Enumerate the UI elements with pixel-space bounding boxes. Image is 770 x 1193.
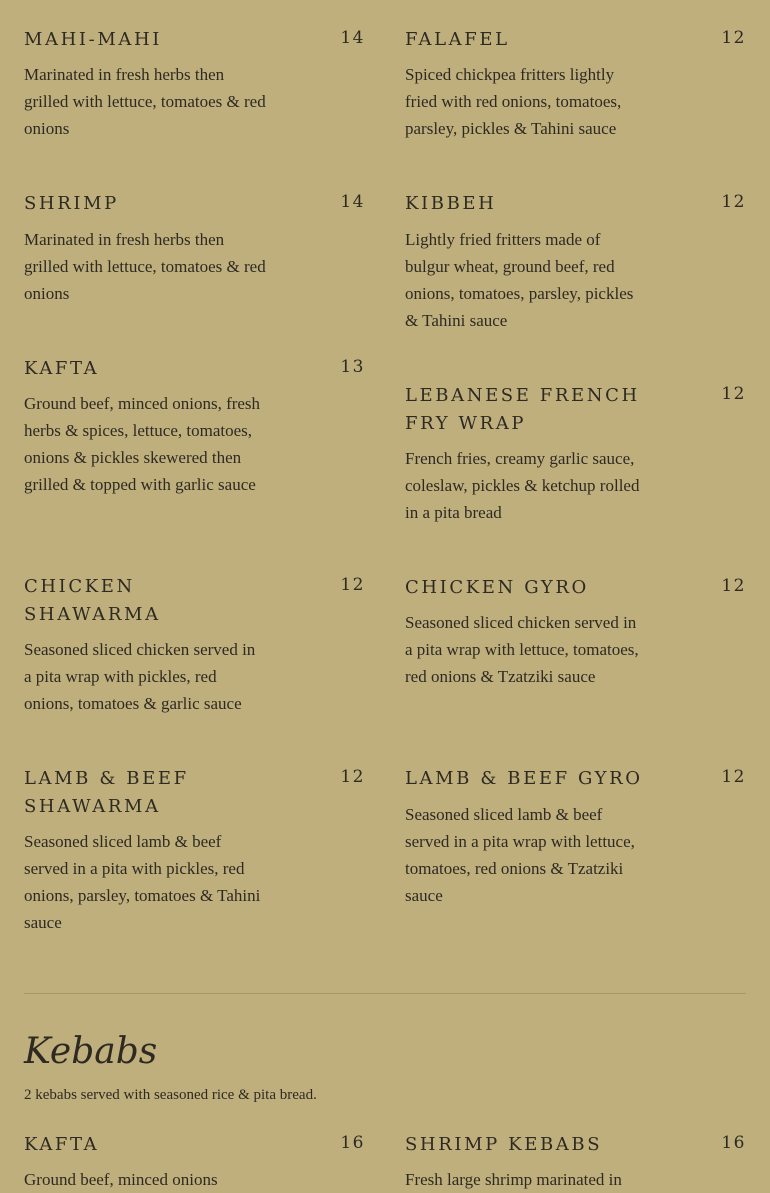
menu-item-lamb-beef-shawarma (24, 765, 365, 936)
item-price: 14 (340, 28, 365, 48)
item-description: Seasoned sliced chicken served in a pita wrap with lettuce, tomatoes, red onions & Tzatziki sauce (405, 613, 639, 686)
item-description: Marinated in fresh herbs then grilled with lettuce, tomatoes & red onions (24, 65, 266, 138)
item-name: LAMB & BEEF SHAWARMA (24, 768, 189, 817)
item-description: Seasoned sliced lamb & beef served in a pita wrap with lettuce, tomatoes, red onions & Tzatziki sauce (405, 805, 635, 905)
item-name: LAMB & BEEF GYRO (405, 768, 643, 789)
item-name: FALAFEL (405, 29, 510, 50)
menu-item-kafta (24, 355, 365, 498)
item-description: Ground beef, minced onions, fresh herbs & spices, lettuce, tomatoes, onions & pickles skewered then grilled & topped with garlic sauce (24, 394, 261, 494)
item-price: 16 (721, 1133, 746, 1153)
item-price: 12 (340, 767, 365, 787)
item-price: 12 (721, 576, 746, 596)
item-description: Seasoned sliced chicken served in a pita wrap with pickles, red onions, tomatoes & garlic sauce (24, 640, 256, 713)
section-subtitle: 2 kebabs served with seasoned rice & pita bread. (24, 1087, 317, 1103)
item-name: CHICKEN GYRO (405, 577, 589, 598)
item-name: SHRIMP (24, 193, 119, 214)
item-price: 16 (340, 1133, 365, 1153)
item-description: Fresh large shrimp marinated in (405, 1170, 622, 1189)
item-description: Spiced chickpea fritters lightly fried with red onions, tomatoes, parsley, pickles & Tahini sauce (405, 65, 622, 138)
menu-item-chicken-gyro (405, 574, 746, 690)
item-name: LEBANESE FRENCH FRY WRAP (405, 385, 640, 434)
item-name: SHRIMP KEBABS (405, 1134, 603, 1155)
item-price: 12 (340, 575, 365, 595)
item-name: MAHI-MAHI (24, 29, 162, 50)
menu-item-mahi-mahi (24, 26, 365, 142)
item-name: CHICKEN SHAWARMA (24, 576, 161, 625)
menu-item-shrimp (24, 190, 365, 307)
section-title-kebabs: Kebabs (24, 1031, 158, 1072)
item-description: French fries, creamy garlic sauce, coleslaw, pickles & ketchup rolled in a pita bread (405, 449, 640, 522)
menu-item-lebanese-french-fry-wrap (405, 382, 746, 526)
item-description: Lightly fried fritters made of bulgur wheat, ground beef, red onions, tomatoes, parsley, pickles & Tahini sauce (405, 230, 634, 330)
item-price: 12 (721, 28, 746, 48)
menu-item-lamb-beef-gyro (405, 765, 746, 909)
item-price: 14 (340, 192, 365, 212)
section-divider (24, 993, 746, 994)
item-description: Ground beef, minced onions (24, 1170, 218, 1189)
item-name: KAFTA (24, 1134, 100, 1155)
menu-item-chicken-shawarma (24, 573, 365, 717)
menu-item-falafel (405, 26, 746, 142)
item-description: Seasoned sliced lamb & beef served in a pita with pickles, red onions, parsley, tomatoes & Tahini sauce (24, 832, 261, 932)
item-price: 12 (721, 384, 746, 404)
menu-item-shrimp-kebabs (405, 1131, 746, 1193)
item-description: Marinated in fresh herbs then grilled with lettuce, tomatoes & red onions (24, 230, 266, 303)
menu-item-kibbeh (405, 190, 746, 334)
item-price: 12 (721, 192, 746, 212)
item-price: 13 (340, 357, 365, 377)
item-name: KAFTA (24, 358, 100, 379)
item-name: KIBBEH (405, 193, 497, 214)
menu-item-kebab-kafta (24, 1131, 365, 1193)
item-price: 12 (721, 767, 746, 787)
